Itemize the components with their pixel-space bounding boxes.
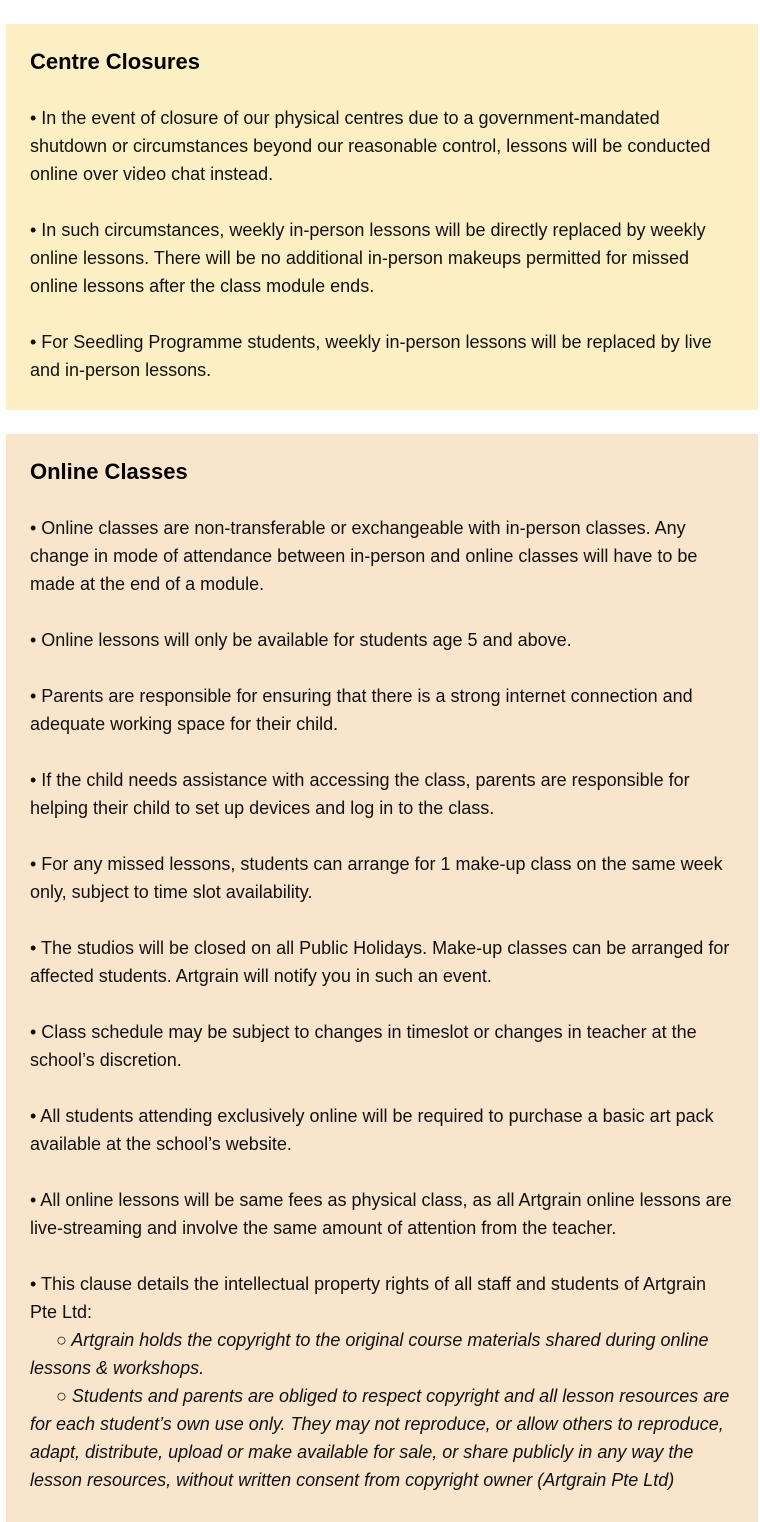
centre-closures-panel — [6, 24, 758, 410]
online-item: • Class schedule may be subject to changes in timeslot or changes in teacher at the school’s discretion. — [30, 1022, 697, 1070]
ip-sub-item-copyright: ○ Artgrain holds the copyright to the original course materials shared during online lessons & workshops. — [30, 1330, 709, 1378]
online-classes-panel — [6, 434, 758, 1522]
closure-item: • For Seedling Programme students, weekly in-person lessons will be replaced by live and in-person lessons. — [30, 332, 712, 380]
closure-item: • In the event of closure of our physical centres due to a government-mandated shutdown or circumstances beyond our reasonable control, lessons will be conducted online over video chat instead. — [30, 108, 711, 184]
online-item: • Online lessons will only be available for students age 5 and above. — [30, 630, 572, 650]
online-item: • The studios will be closed on all Public Holidays. Make-up classes can be arranged for affected students. Artgrain will notify you in such an event. — [30, 938, 730, 986]
online-classes-title: Online Classes — [30, 459, 188, 484]
online-item: • All online lessons will be same fees as physical class, as all Artgrain online lessons are live-streaming and involve the same amount of attention from the teacher. — [30, 1190, 732, 1238]
ip-sub-item-usage: ○ Students and parents are obliged to respect copyright and all lesson resources are for each student’s own use only. They may not reproduce, or allow others to reproduce, adapt, distribute, upload or make available for sale, or share publicly in any way the lesson resources, without written consent from copyright owner (Artgrain Pte Ltd) — [30, 1386, 730, 1490]
online-item: • Online classes are non-transferable or exchangeable with in-person classes. Any change in mode of attendance between in-person and online classes will have to be made at the end of a module. — [30, 518, 698, 594]
online-item: • If the child needs assistance with accessing the class, parents are responsible for helping their child to set up devices and log in to the class. — [30, 770, 690, 818]
centre-closures-title: Centre Closures — [30, 49, 200, 74]
online-item: • For any missed lessons, students can arrange for 1 make-up class on the same week only, subject to time slot availability. — [30, 854, 723, 902]
online-item: • Parents are responsible for ensuring that there is a strong internet connection and adequate working space for their child. — [30, 686, 693, 734]
closure-item: • In such circumstances, weekly in-person lessons will be directly replaced by weekly online lessons. There will be no additional in-person makeups permitted for missed online lessons after the class module ends. — [30, 220, 706, 296]
ip-rights-intro: • This clause details the intellectual property rights of all staff and students of Artgrain Pte Ltd: — [30, 1274, 707, 1322]
online-item: • All students attending exclusively online will be required to purchase a basic art pack available at the school’s website. — [30, 1106, 714, 1154]
ip-rights-clause — [30, 1270, 734, 1494]
